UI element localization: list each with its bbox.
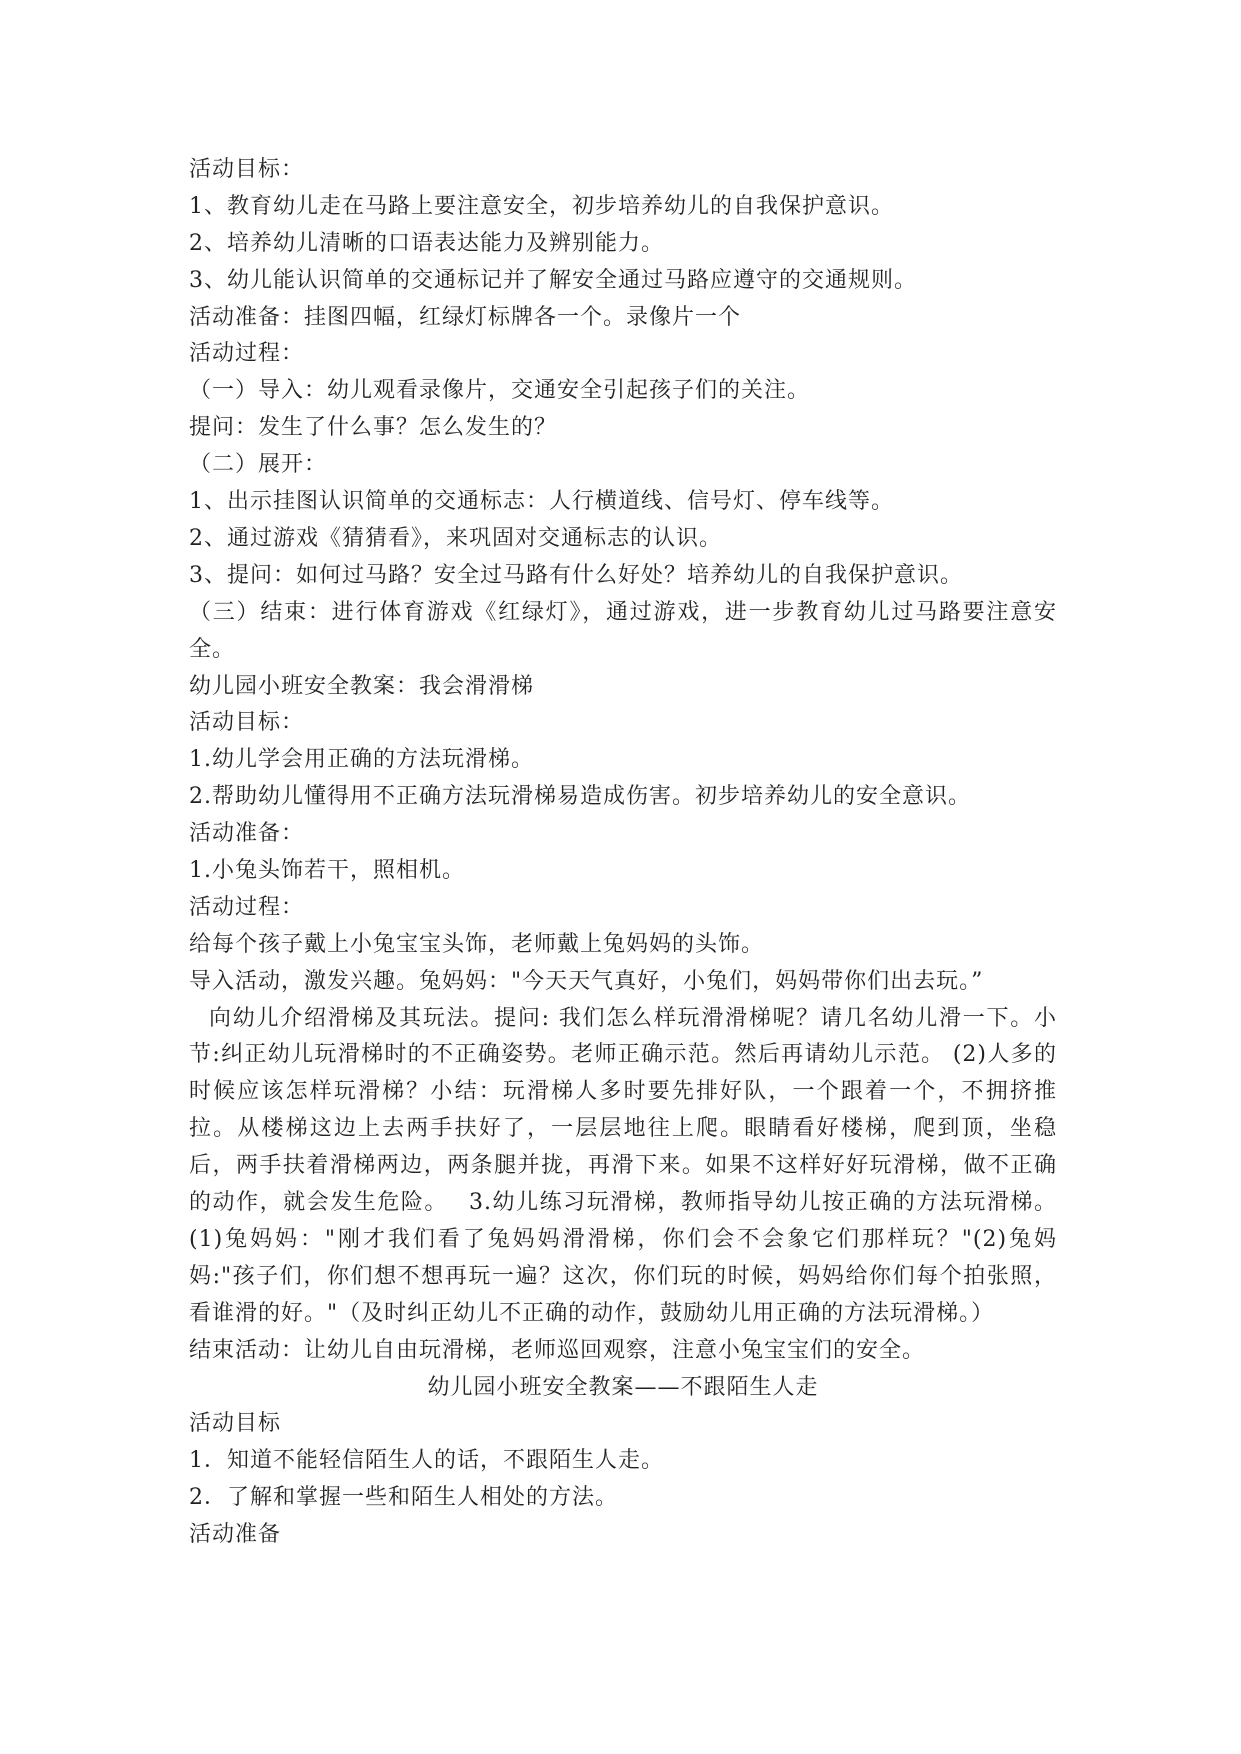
activity-preparation: 活动准备：挂图四幅，红绿灯标牌各一个。录像片一个 <box>189 304 742 330</box>
heading-activity-goals: 活动目标： <box>189 157 305 182</box>
process-step: 3、提问：如何过马路？安全过马路有什么好处？培养幼儿的自我保护意识。 <box>189 562 963 588</box>
process-step: （一）导入：幼儿观看录像片，交通安全引起孩子们的关注。 <box>189 378 811 404</box>
process-step: 1、出示挂图认识简单的交通标志：人行横道线、信号灯、停车线等。 <box>189 489 894 515</box>
heading-activity-process: 活动过程： <box>189 894 305 920</box>
process-step: （三）结束：进行体育游戏《红绿灯》，通过游戏，进一步教育幼儿过马路要注意安全。 <box>189 599 1057 662</box>
heading-activity-goals: 活动目标 <box>189 1411 282 1437</box>
process-step: 提问：发生了什么事？怎么发生的？ <box>189 415 558 441</box>
process-step: 给每个孩子戴上小兔宝宝头饰，老师戴上兔妈妈的头饰。 <box>189 931 765 957</box>
goal-item: 1、教育幼儿走在马路上要注意安全，初步培养幼儿的自我保护意识。 <box>189 193 894 219</box>
goal-item: 1.幼儿学会用正确的方法玩滑梯。 <box>189 747 534 773</box>
goal-item: 2.帮助幼儿懂得用不正确方法玩滑梯易造成伤害。初步培养幼儿的安全意识。 <box>189 784 971 810</box>
lesson-title: 幼儿园小班安全教案——不跟陌生人走 <box>427 1374 819 1400</box>
process-step: （二）展开： <box>189 452 328 478</box>
document-body <box>189 152 1057 1554</box>
heading-activity-goals: 活动目标： <box>189 710 305 736</box>
heading-activity-preparation: 活动准备 <box>189 1522 282 1548</box>
goal-item: 3、幼儿能认识简单的交通标记并了解安全通过马路应遵守的交通规则。 <box>189 267 917 293</box>
process-step: 导入活动，激发兴趣。兔妈妈："今天天气真好，小兔们，妈妈带你们出去玩。” <box>189 968 984 994</box>
heading-activity-process: 活动过程： <box>189 341 305 367</box>
process-step: 2、通过游戏《猜猜看》，来巩固对交通标志的认识。 <box>189 525 722 551</box>
process-paragraph: 向幼儿介绍滑梯及其玩法。提问: 我们怎么样玩滑滑梯呢？请几名幼儿滑一下。小节:纠正幼儿玩滑梯时的不正确姿势。老师正确示范。然后再请幼儿示范。 (2)人多的时候应该怎样玩滑梯？小结：玩滑梯人多时要先排好队，一个跟着一个，不拥挤推拉。从楼梯这边上去两手扶好了，一层层地往上爬。眼睛看好楼梯，爬到顶，坐稳后，两手扶着滑梯两边，两条腿并拢，再滑下来。如果不这样好好玩滑梯，做不正确的动作，就会发生危险。 3.幼儿练习玩滑梯，教师指导幼儿按正确的方法玩滑梯。(1)兔妈妈："刚才我们看了兔妈妈滑滑梯，你们会不会象它们那样玩？"(2)兔妈妈:"孩子们，你们想不想再玩一遍？这次，你们玩的时候，妈妈给你们每个拍张照，看谁滑的好。"（及时纠正幼儿不正确的动作，鼓励幼儿用正确的方法玩滑梯。） <box>189 1005 1057 1326</box>
process-step: 结束活动：让幼儿自由玩滑梯，老师巡回观察，注意小兔宝宝们的安全。 <box>189 1337 926 1363</box>
goal-item: 2、培养幼儿清晰的口语表达能力及辨别能力。 <box>189 230 664 256</box>
goal-item: 1．知道不能轻信陌生人的话，不跟陌生人走。 <box>189 1448 664 1474</box>
lesson-title: 幼儿园小班安全教案：我会滑滑梯 <box>189 673 535 699</box>
preparation-item: 1.小兔头饰若干，照相机。 <box>189 857 465 883</box>
heading-activity-preparation: 活动准备： <box>189 821 305 847</box>
goal-item: 2．了解和掌握一些和陌生人相处的方法。 <box>189 1485 618 1511</box>
